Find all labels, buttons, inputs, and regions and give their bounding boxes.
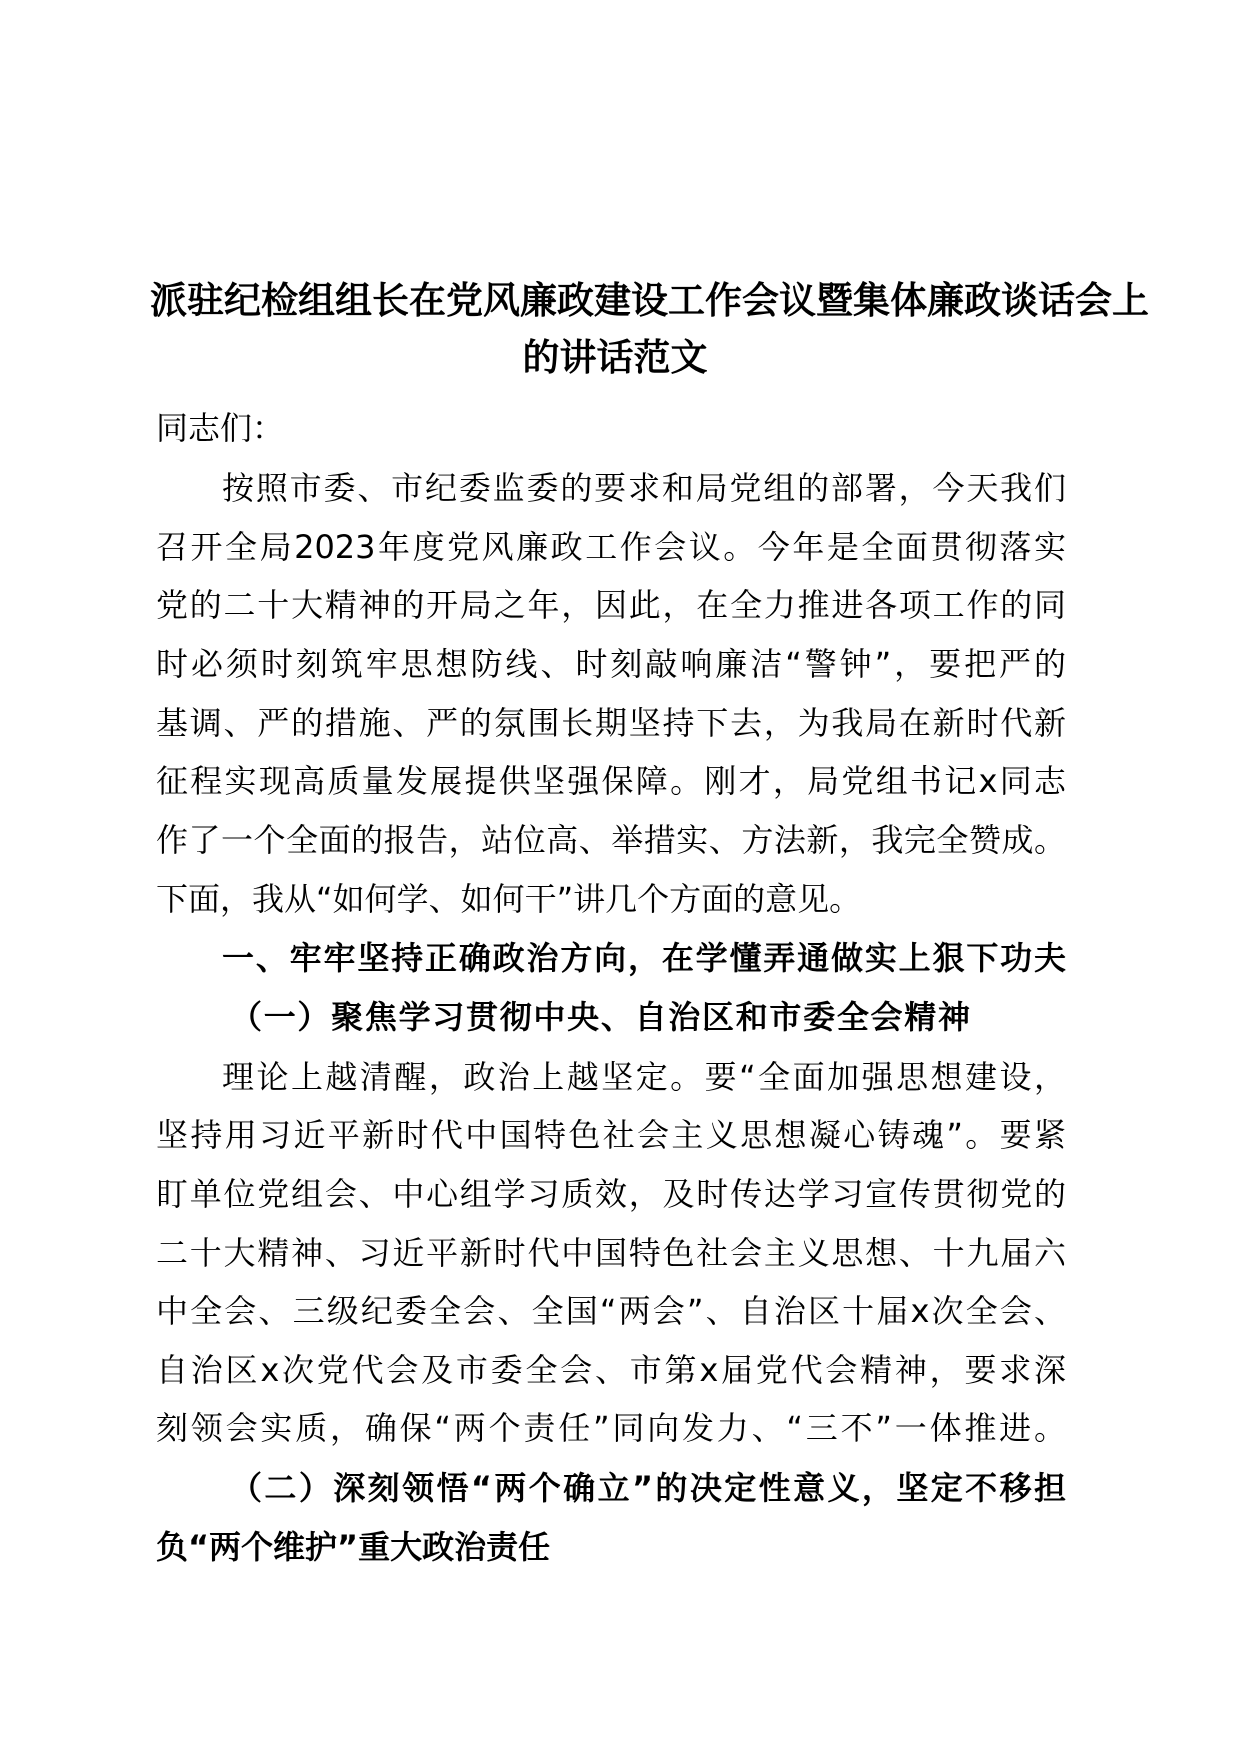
paragraph-line: 召开全局2023年度党风廉政工作会议。今年是全面贯彻落实 xyxy=(156,528,1066,566)
paragraph-line: 盯单位党组会、中心组学习质效，及时传达学习宣传贯彻党的 xyxy=(156,1175,1066,1213)
document-title-line-2: 的讲话范文 xyxy=(522,336,708,379)
paragraph-line: 二十大精神、习近平新时代中国特色社会主义思想、十九届六 xyxy=(156,1234,1066,1272)
paragraph-line: 中全会、三级纪委全会、全国“两会”、自治区十届x次全会、 xyxy=(156,1292,1066,1330)
paragraph-line: 党的二十大精神的开局之年，因此，在全力推进各项工作的同 xyxy=(156,586,1066,624)
section-heading-1: 一、牢牢坚持正确政治方向，在学懂弄通做实上狠下功夫 xyxy=(222,939,1066,977)
paragraph-line: 理论上越清醒，政治上越坚定。要“全面加强思想建设， xyxy=(222,1058,1066,1096)
paragraph-line: 坚持用习近平新时代中国特色社会主义思想凝心铸魂”。要紧 xyxy=(156,1116,1066,1154)
document-title-line-1: 派驻纪检组组长在党风廉政建设工作会议暨集体廉政谈话会上 xyxy=(150,279,1149,322)
subsection-heading-2-line-2: 负“两个维护”重大政治责任 xyxy=(156,1528,551,1566)
paragraph-line: 征程实现高质量发展提供坚强保障。刚才，局党组书记x同志 xyxy=(156,762,1066,800)
subsection-heading-2-line-1: （二）深刻领悟“两个确立”的决定性意义，坚定不移担 xyxy=(230,1469,1066,1507)
paragraph-line: 自治区x次党代会及市委全会、市第x届党代会精神，要求深 xyxy=(156,1351,1066,1389)
paragraph-line: 按照市委、市纪委监委的要求和局党组的部署，今天我们 xyxy=(222,469,1066,507)
paragraph-line: 刻领会实质，确保“两个责任”同向发力、“三不”一体推进。 xyxy=(156,1409,1066,1447)
paragraph-line: 基调、严的措施、严的氛围长期坚持下去，为我局在新时代新 xyxy=(156,704,1066,742)
subsection-heading-1: （一）聚焦学习贯彻中央、自治区和市委全会精神 xyxy=(230,998,970,1036)
salutation: 同志们： xyxy=(156,409,285,447)
paragraph-line: 下面，我从“如何学、如何干”讲几个方面的意见。 xyxy=(156,880,862,918)
paragraph-line: 时必须时刻筑牢思想防线、时刻敲响廉洁“警钟”，要把严的 xyxy=(156,645,1066,683)
paragraph-line: 作了一个全面的报告，站位高、举措实、方法新，我完全赞成。 xyxy=(156,821,1066,859)
